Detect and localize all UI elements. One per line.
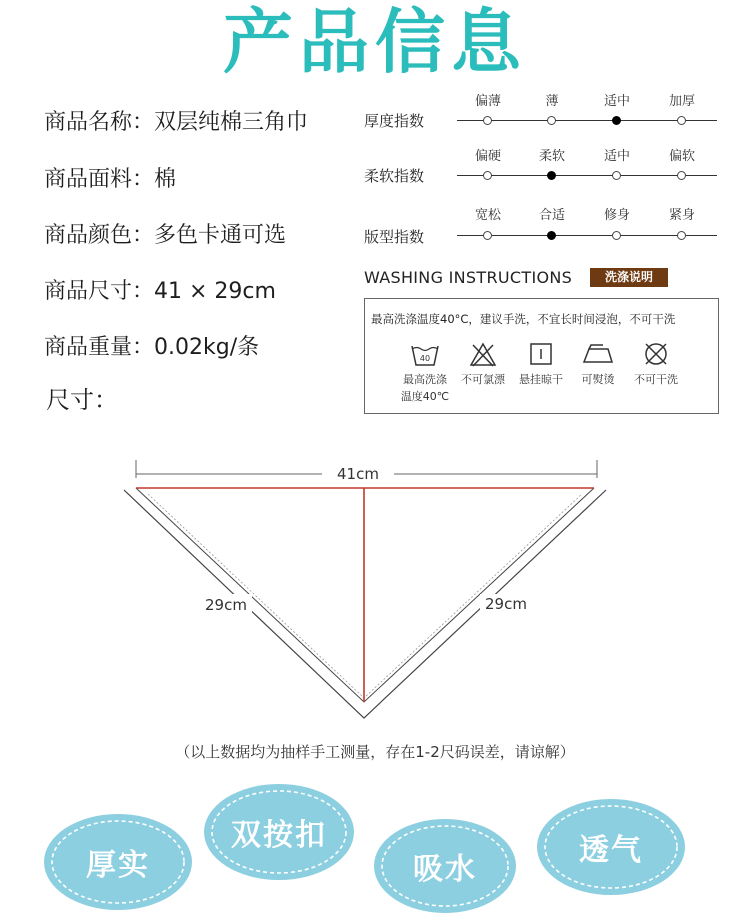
scale-option: 薄 — [545, 94, 559, 109]
scale-option: 偏硬 — [474, 149, 501, 164]
feature-badge-double-snap — [200, 780, 358, 884]
care-item — [621, 341, 691, 388]
spec-fabric: 商品面料：棉 — [44, 167, 177, 192]
scale-option: 合适 — [538, 208, 565, 223]
badge-label: 双按扣 — [231, 818, 327, 853]
width-label: 41cm — [337, 465, 379, 483]
scale-option: 柔软 — [538, 149, 565, 164]
size-heading: 尺寸： — [46, 386, 118, 414]
scale-dot-selected — [547, 171, 556, 180]
scale-dot — [612, 231, 621, 240]
care-label: 悬挂晾干 — [519, 373, 563, 386]
no-dry-clean-icon — [641, 341, 671, 367]
badge-label: 透气 — [579, 833, 643, 868]
size-diagram — [100, 448, 640, 728]
measurement-disclaimer: （以上数据均为抽样手工测量，存在1-2尺码误差，请谅解） — [175, 743, 575, 761]
scale-option: 偏软 — [668, 149, 695, 164]
badge-label: 吸水 — [413, 852, 477, 887]
washing-title: WASHING INSTRUCTIONS — [364, 268, 573, 287]
no-bleach-icon — [468, 341, 498, 367]
scale-dot — [483, 231, 492, 240]
care-label: 不可干洗 — [634, 373, 678, 386]
right-side-label: 29cm — [485, 595, 527, 613]
care-label: 不可氯漂 — [461, 373, 505, 386]
badge-label: 厚实 — [86, 848, 150, 883]
scale-dot — [483, 116, 492, 125]
scale-option: 紧身 — [668, 208, 695, 223]
scale-dot — [547, 116, 556, 125]
wash-temp-text: 40 — [419, 354, 431, 363]
page-title: 产品信息 — [223, 1, 527, 83]
feature-badge-thick — [40, 810, 196, 914]
iron-icon — [581, 341, 615, 367]
scale-option: 修身 — [603, 208, 630, 223]
feature-badge-breathable — [533, 795, 689, 899]
scale-option: 偏薄 — [474, 94, 501, 109]
wash-40-icon — [410, 341, 440, 367]
scale-label: 版型指数 — [364, 228, 425, 246]
scale-dot — [612, 171, 621, 180]
scale-option: 适中 — [603, 94, 630, 109]
triangle-outer-edge — [124, 490, 606, 718]
spec-name: 商品名称：双层纯棉三角巾 — [44, 110, 309, 135]
washing-note: 最高洗涤温度40°C，建议手洗，不宜长时间浸泡，不可干洗 — [371, 312, 676, 326]
spec-dimensions: 商品尺寸：41 × 29cm — [44, 279, 276, 304]
spec-color: 商品颜色：多色卡通可选 — [44, 223, 287, 248]
scale-option: 加厚 — [668, 94, 695, 109]
scale-option: 宽松 — [474, 208, 501, 223]
hang-dry-icon — [526, 341, 556, 367]
scale-label: 厚度指数 — [364, 112, 425, 130]
scale-dot — [483, 171, 492, 180]
scale-dot-selected — [547, 231, 556, 240]
care-label: 最高洗涤 — [403, 373, 447, 386]
left-side-label: 29cm — [205, 596, 247, 614]
scale-dot-selected — [612, 116, 621, 125]
spec-weight: 商品重量：0.02kg/条 — [44, 335, 260, 360]
washing-tag: 洗涤说明 — [590, 268, 668, 287]
feature-badge-absorbent — [370, 815, 520, 917]
scale-dot — [677, 231, 686, 240]
scale-dot — [677, 171, 686, 180]
scale-dot — [677, 116, 686, 125]
washing-box — [364, 298, 719, 414]
care-label-line2: 温度40℃ — [400, 390, 450, 403]
scale-option: 适中 — [603, 149, 630, 164]
care-label: 可熨烫 — [581, 373, 615, 386]
scale-label: 柔软指数 — [364, 167, 425, 185]
